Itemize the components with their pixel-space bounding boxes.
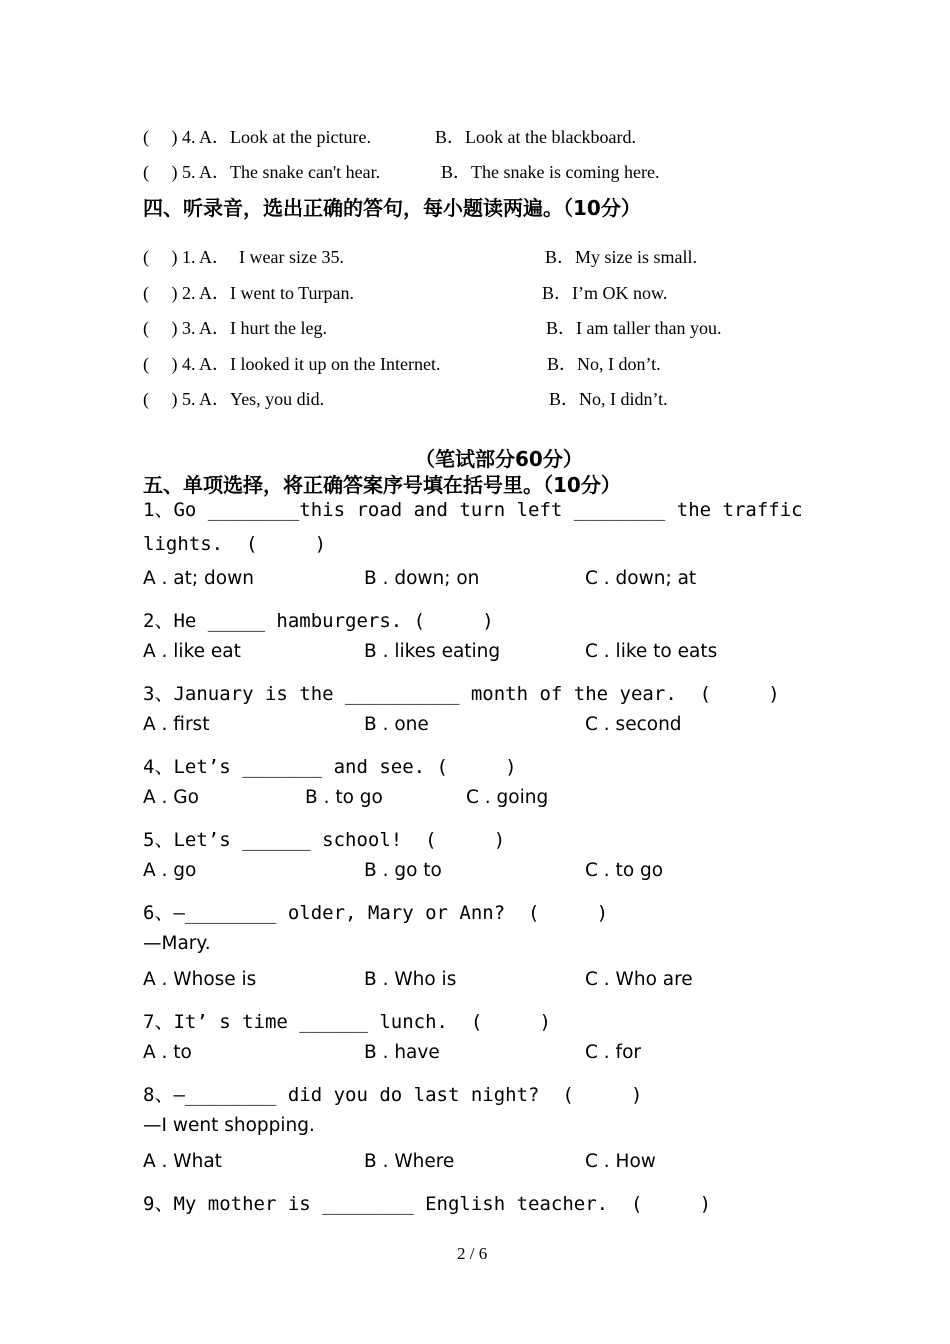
q4-option-a: A . Go	[143, 787, 199, 808]
q6-text: 6、—________ older, Mary or Ann? ( )	[143, 902, 609, 924]
q5-option-c: C . to go	[585, 860, 664, 881]
s4-q5-a: ( ) 5. A．Yes, you did.	[143, 389, 325, 409]
q8-option-b: B . Where	[364, 1151, 455, 1172]
q2-text: 2、He _____ hamburgers. ( )	[143, 610, 494, 632]
q3-option-b: B . one	[364, 714, 429, 735]
q5-text: 5、Let’s ______ school! ( )	[143, 829, 506, 851]
q7-option-c: C . for	[585, 1042, 641, 1063]
q3-text: 3、January is the __________ month of the year. ( )	[143, 683, 780, 705]
s4-q2-b: B．I’m OK now.	[542, 283, 668, 303]
q4-text: 4、Let’s _______ and see. ( )	[143, 756, 517, 778]
q6-option-a: A . Whose is	[143, 969, 257, 990]
q3-5-b: B．The snake is coming here.	[441, 162, 660, 182]
q8-answer: —I went shopping.	[143, 1115, 315, 1136]
q7-text: 7、It’ s time ______ lunch. ( )	[143, 1011, 551, 1033]
q1-line1: 1、Go ________this road and turn left ________ the traffic	[143, 499, 803, 521]
q4-option-c: C . going	[466, 787, 549, 808]
written-part-title: （笔试部分60分）	[415, 447, 583, 471]
section4-title: 四、听录音，选出正确的答句，每小题读两遍。（10分）	[143, 196, 641, 220]
s4-q3-b: B．I am taller than you.	[546, 318, 722, 338]
q6-option-c: C . Who are	[585, 969, 693, 990]
q7-option-a: A . to	[143, 1042, 192, 1063]
q3-option-c: C . second	[585, 714, 682, 735]
s4-q1-a: ( ) 1. A． I wear size 35.	[143, 247, 344, 267]
q8-option-a: A . What	[143, 1151, 222, 1172]
q1-option-a: A . at; down	[143, 568, 254, 589]
q1-option-b: B . down; on	[364, 568, 480, 589]
q5-option-a: A . go	[143, 860, 197, 881]
q4-option-b: B . to go	[305, 787, 383, 808]
q3-option-a: A . first	[143, 714, 210, 735]
q7-option-b: B . have	[364, 1042, 440, 1063]
s4-q4-b: B．No, I don’t.	[547, 354, 661, 374]
s4-q3-a: ( ) 3. A．I hurt the leg.	[143, 318, 327, 338]
q2-option-c: C . like to eats	[585, 641, 718, 662]
q5-option-b: B . go to	[364, 860, 442, 881]
section5-title: 五、单项选择，将正确答案序号填在括号里。（10分）	[143, 473, 621, 497]
q9-text: 9、My mother is ________ English teacher. ( )	[143, 1193, 712, 1215]
q1-line2: lights. ( )	[143, 533, 327, 555]
q2-option-b: B . likes eating	[364, 641, 501, 662]
s4-q2-a: ( ) 2. A．I went to Turpan.	[143, 283, 354, 303]
s4-q1-b: B．My size is small.	[545, 247, 697, 267]
s4-q5-b: B．No, I didn’t.	[549, 389, 668, 409]
q8-option-c: C . How	[585, 1151, 656, 1172]
q1-option-c: C . down; at	[585, 568, 697, 589]
s4-q4-a: ( ) 4. A．I looked it up on the Internet.	[143, 354, 441, 374]
q6-answer: —Mary.	[143, 933, 211, 954]
page-number: 2 / 6	[457, 1244, 488, 1263]
q8-text: 8、—________ did you do last night? ( )	[143, 1084, 643, 1106]
q3-5-a: ( ) 5. A．The snake can't hear.	[143, 162, 381, 182]
q6-option-b: B . Who is	[364, 969, 457, 990]
q2-option-a: A . like eat	[143, 641, 241, 662]
q3-4-b: B．Look at the blackboard.	[435, 127, 636, 147]
q3-4-a: ( ) 4. A．Look at the picture.	[143, 127, 371, 147]
